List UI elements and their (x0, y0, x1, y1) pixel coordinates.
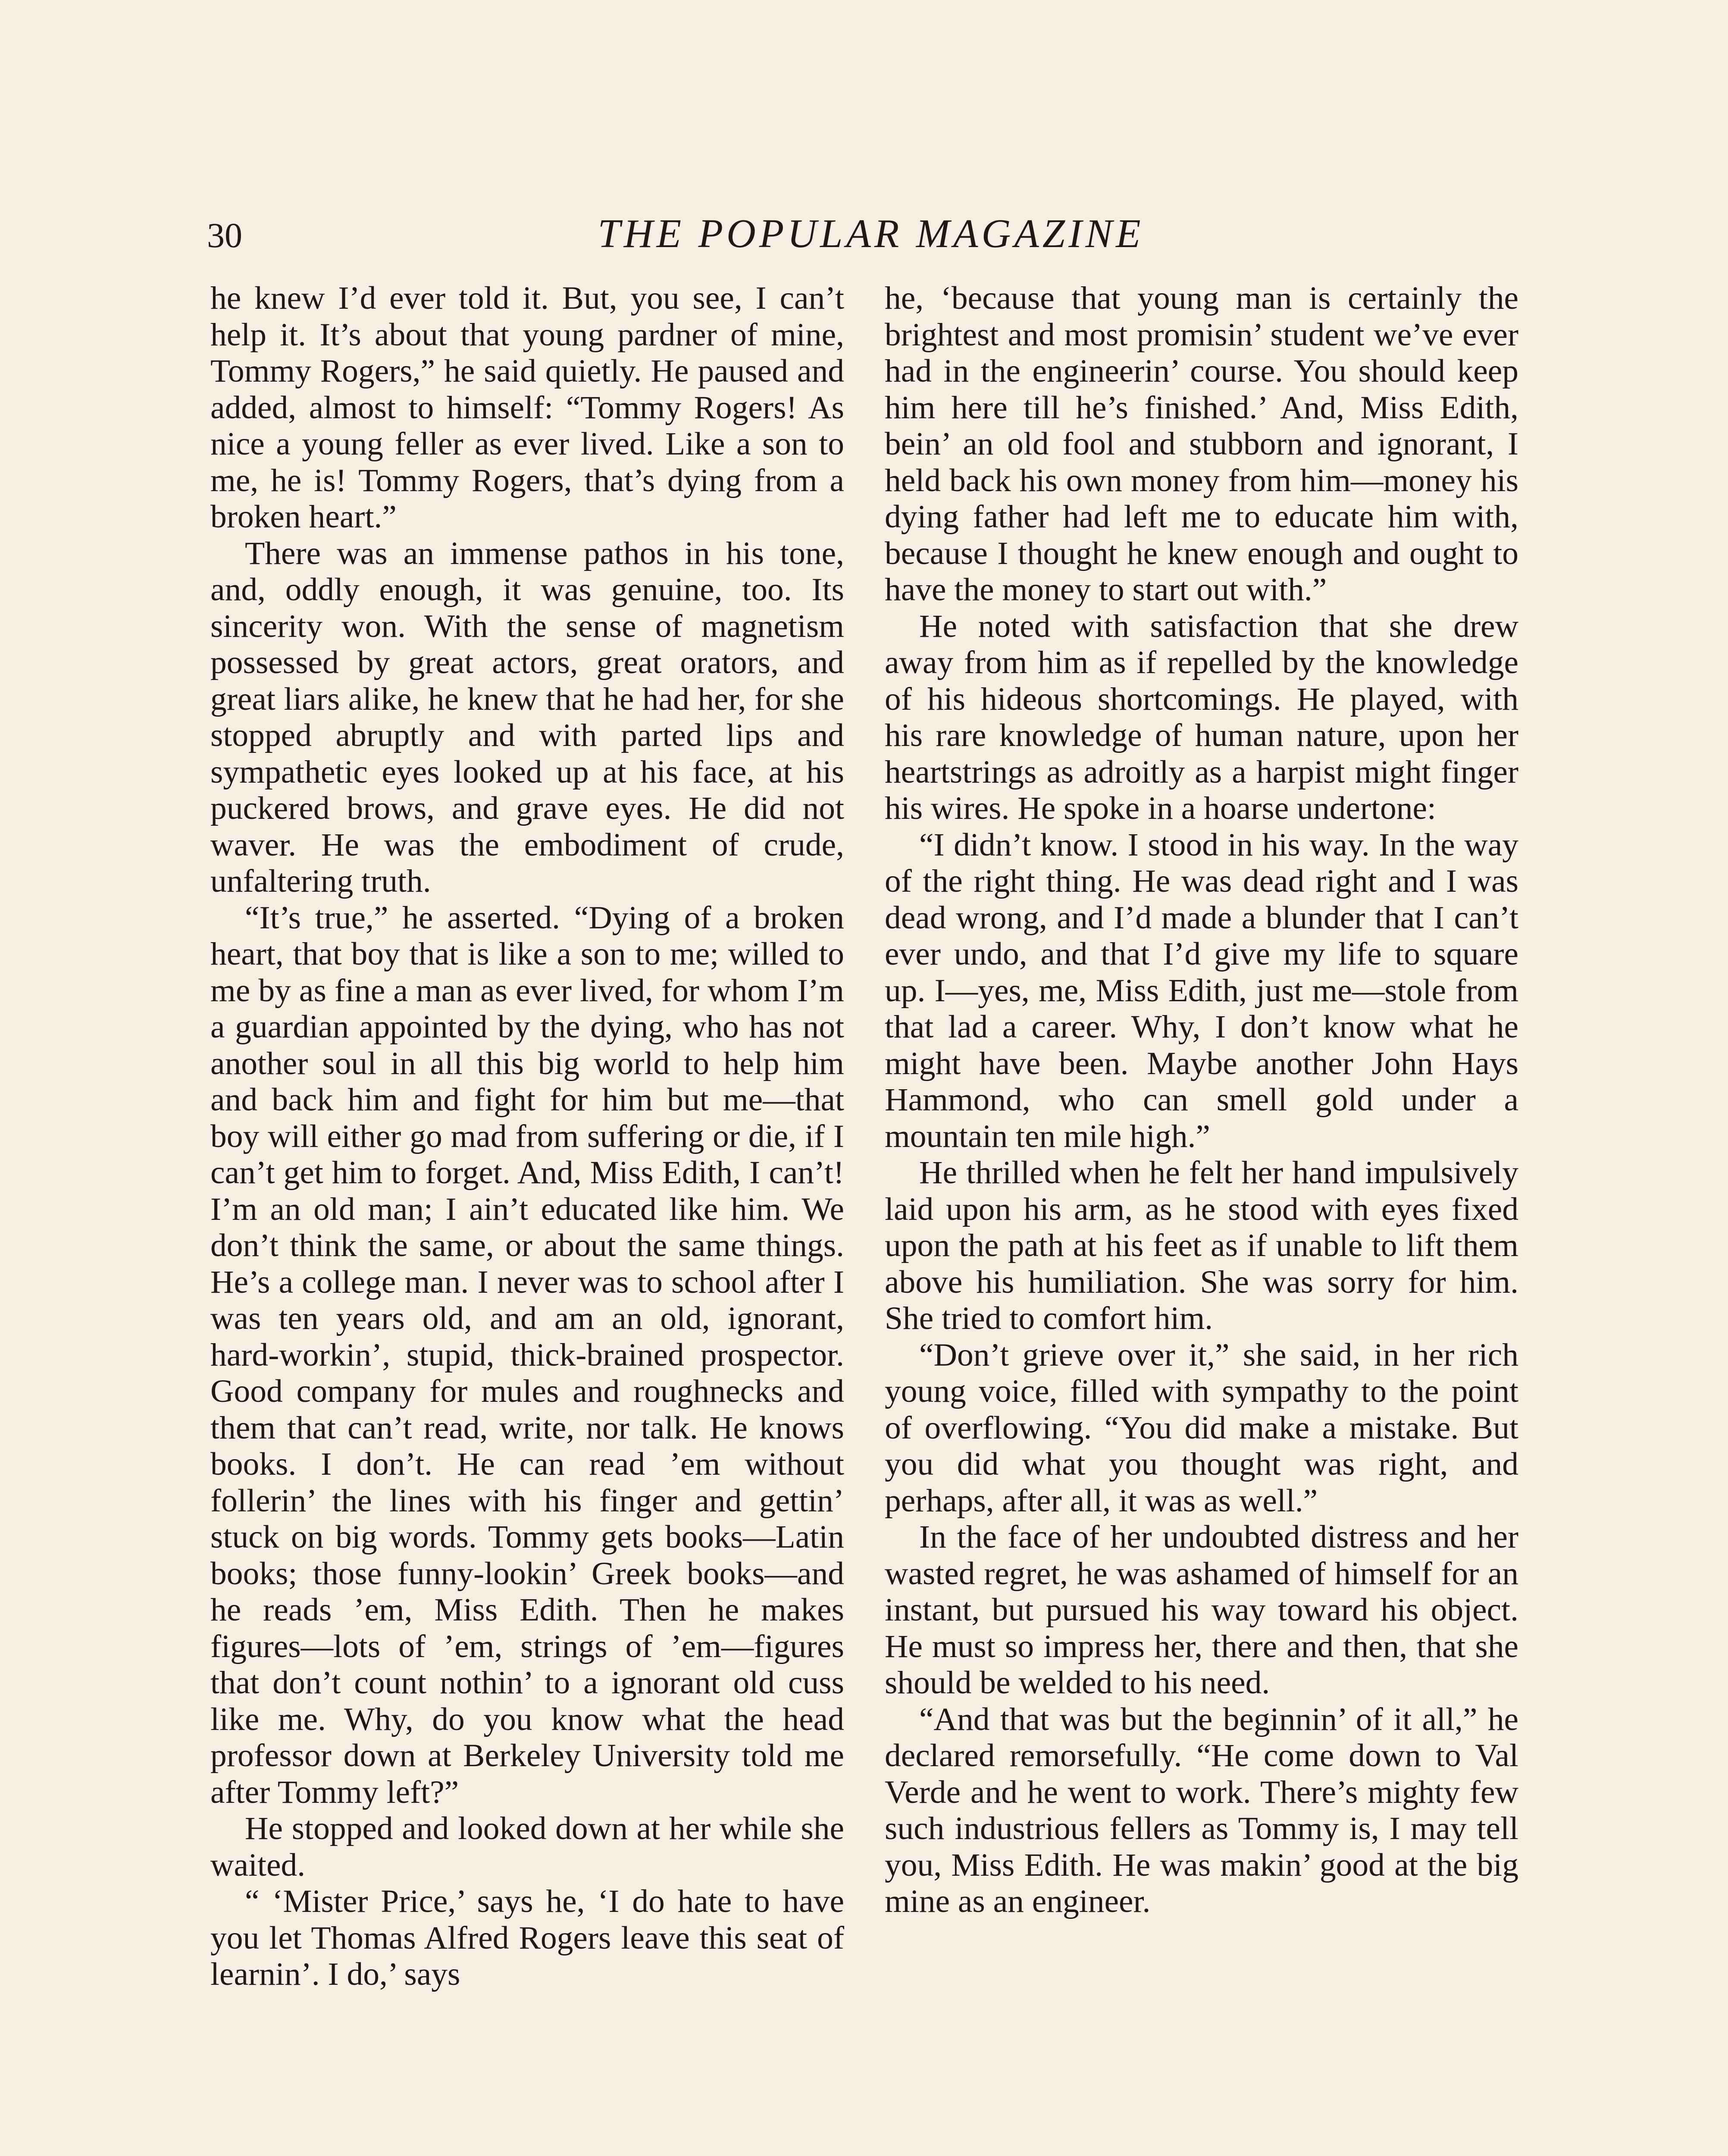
paragraph: He noted with satisfaction that she drew away from him as if repelled by the knowledge of his hideous shortcomings. He played, with his rare knowledge of human nature, upon her heartstrings as adroitly as a harpist might finger his wires. He spoke in a hoarse undertone: (885, 608, 1518, 826)
paragraph: he knew I’d ever told it. But, you see, I can’t help it. It’s about that young pardner of mine, Tommy Rogers,” he said quietly. He paused and added, almost to himself: “Tommy Rogers! As nice a young feller as ever lived. Like a son to me, he is! Tommy Rogers, that’s dying from a broken heart.” (210, 280, 844, 535)
page-header (207, 205, 1535, 270)
paragraph: he, ‘because that young man is certainly the brightest and most promisin’ student we’ve ever had in the engineerin’ course. You should keep him here till he’s finished.’ And, Miss Edith, bein’ an old fool and stubborn and ignorant, I held back his own money from him—money his dying father had left me to educate him with, because I thought he knew enough and ought to have the money to start out with.” (885, 280, 1518, 608)
paragraph: In the face of her undoubted distress and her wasted regret, he was ashamed of himself for an instant, but pursued his way toward his object. He must so impress her, there and then, that she should be welded to his need. (885, 1519, 1518, 1701)
right-column (885, 280, 1518, 1920)
paragraph: “Don’t grieve over it,” she said, in her rich young voice, filled with sympathy to the point of overflowing. “You did make a mistake. But you did what you thought was right, and perhaps, after all, it was as well.” (885, 1337, 1518, 1519)
paragraph: “And that was but the beginnin’ of it all,” he declared remorsefully. “He come down to Val Verde and he went to work. There’s mighty few such industrious fellers as Tommy is, I may tell you, Miss Edith. He was makin’ good at the big mine as an engineer. (885, 1701, 1518, 1919)
paragraph: He stopped and looked down at her while she waited. (210, 1811, 844, 1883)
running-title: THE POPULAR MAGAZINE (598, 211, 1144, 256)
paragraph: There was an immense pathos in his tone, and, oddly enough, it was genuine, too. Its sincerity won. With the sense of magnetism possessed by great actors, great orators, and great liars alike, he knew that he had her, for she stopped abruptly and with parted lips and sympathetic eyes looked up at his face, at his puckered brows, and grave eyes. He did not waver. He was the embodiment of crude, unfaltering truth. (210, 535, 844, 899)
page-number: 30 (207, 216, 242, 255)
paragraph: “I didn’t know. I stood in his way. In the way of the right thing. He was dead right and I was dead wrong, and I’d made a blunder that I can’t ever undo, and that I’d give my life to square up. I—yes, me, Miss Edith, just me—stole from that lad a career. Why, I don’t know what he might have been. Maybe another John Hays Hammond, who can smell gold under a mountain ten mile high.” (885, 827, 1518, 1154)
left-column (210, 280, 844, 1993)
paragraph: He thrilled when he felt her hand impulsively laid upon his arm, as he stood with eyes fixed upon the path at his feet as if unable to lift them above his humiliation. She was sorry for him. She tried to comfort him. (885, 1155, 1518, 1336)
paragraph: “It’s true,” he asserted. “Dying of a broken heart, that boy that is like a son to me; willed to me by as fine a man as ever lived, for whom I’m a guardian appointed by the dying, who has not another soul in all this big world to help him and back him and fight for him but me—that boy will either go mad from suffering or die, if I can’t get him to forget. And, Miss Edith, I can’t! I’m an old man; I ain’t educated like him. We don’t think the same, or about the same things. He’s a college man. I never was to school after I was ten years old, and am an old, ignorant, hard-workin’, stupid, thick-brained prospector. Good company for mules and roughnecks and them that can’t read, write, nor talk. He knows books. I don’t. He can read ’em without follerin’ the lines with his finger and gettin’ stuck on big words. Tommy gets books—Latin books; those funny-lookin’ Greek books—and he reads ’em, Miss Edith. Then he makes figures—lots of ’em, strings of ’em—figures that don’t count nothin’ to a ignorant old cuss like me. Why, do you know what the head professor down at Berkeley University told me after Tommy left?” (210, 899, 844, 1810)
paragraph: “ ‘Mister Price,’ says he, ‘I do hate to have you let Thomas Alfred Rogers leave this seat of learnin’. I do,’ says (210, 1883, 844, 1992)
